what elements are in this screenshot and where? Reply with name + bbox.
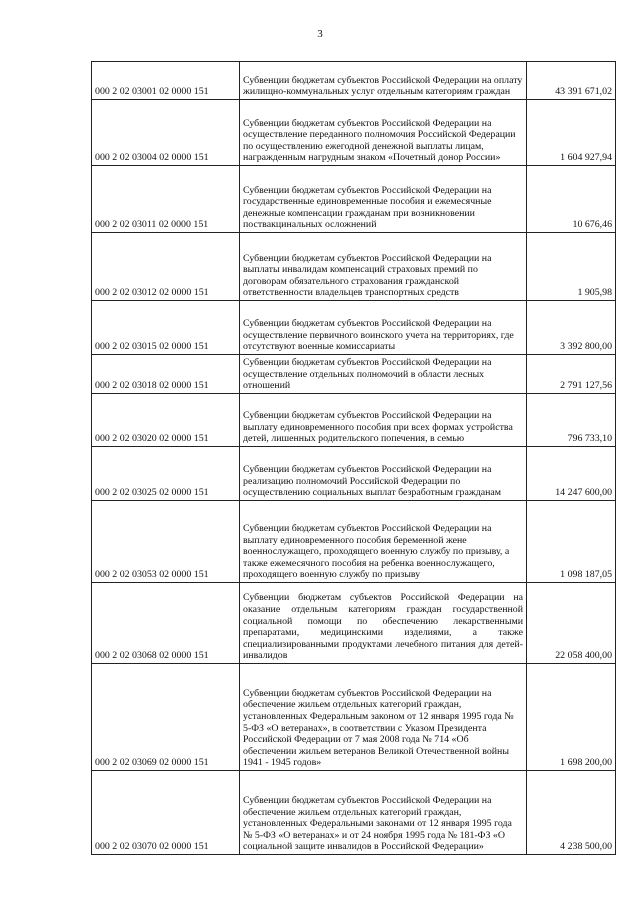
amount-cell: 3 392 800,00 bbox=[527, 301, 616, 355]
page-number: 3 bbox=[317, 28, 323, 40]
description-cell: Субвенции бюджетам субъектов Российской Федерации на реализацию полномочий Российской Федерации по осуществлению социальных выплат безработным гражданам bbox=[240, 447, 527, 501]
budget-code-cell: 000 2 02 03015 02 0000 151 bbox=[92, 301, 240, 355]
budget-code-cell: 000 2 02 03070 02 0000 151 bbox=[92, 771, 240, 855]
table-row bbox=[92, 166, 616, 233]
budget-code-cell: 000 2 02 03025 02 0000 151 bbox=[92, 447, 240, 501]
budget-table bbox=[91, 61, 616, 855]
description-cell: Субвенции бюджетам субъектов Российской Федерации на оплату жилищно-коммунальных услуг отдельным категориям граждан bbox=[240, 62, 527, 100]
table-row bbox=[92, 771, 616, 855]
amount-cell: 2 791 127,56 bbox=[527, 355, 616, 394]
budget-code-cell: 000 2 02 03004 02 0000 151 bbox=[92, 100, 240, 166]
budget-code-cell: 000 2 02 03018 02 0000 151 bbox=[92, 355, 240, 394]
budget-code-cell: 000 2 02 03001 02 0000 151 bbox=[92, 62, 240, 100]
table-row bbox=[92, 355, 616, 394]
description-cell: Субвенции бюджетам субъектов Российской Федерации на обеспечение жильем отдельных категорий граждан, установленных Федеральными законами от 12 января 1995 года № 5-ФЗ «О ветеранах» и от 24 ноября 1995 года № 181-ФЗ «О социальной защите инвалидов в Российской Федерации» bbox=[240, 771, 527, 855]
table-row bbox=[92, 394, 616, 447]
table-row bbox=[92, 583, 616, 664]
amount-cell: 14 247 600,00 bbox=[527, 447, 616, 501]
description-cell: Субвенции бюджетам субъектов Российской Федерации на осуществление переданного полномочия Российской Федерации по осуществлению ежегодной денежной выплаты лицам, награжденным нагрудным знаком «Почетный донор России» bbox=[240, 100, 527, 166]
description-cell: Субвенции бюджетам субъектов Российской Федерации на осуществление первичного воинского учета на территориях, где отсутствуют военные комиссариаты bbox=[240, 301, 527, 355]
budget-code-cell: 000 2 02 03068 02 0000 151 bbox=[92, 583, 240, 664]
amount-cell: 1 098 187,05 bbox=[527, 501, 616, 583]
budget-code-cell: 000 2 02 03053 02 0000 151 bbox=[92, 501, 240, 583]
amount-cell: 10 676,46 bbox=[527, 166, 616, 233]
amount-cell: 796 733,10 bbox=[527, 394, 616, 447]
description-cell: Субвенции бюджетам субъектов Российской Федерации на выплаты инвалидам компенсаций страховых премий по договорам обязательного страхования гражданской ответственности владельцев транспортных средств bbox=[240, 233, 527, 301]
amount-cell: 1 604 927,94 bbox=[527, 100, 616, 166]
table-row bbox=[92, 664, 616, 771]
budget-code-cell: 000 2 02 03020 02 0000 151 bbox=[92, 394, 240, 447]
budget-code-cell: 000 2 02 03069 02 0000 151 bbox=[92, 664, 240, 771]
amount-cell: 1 698 200,00 bbox=[527, 664, 616, 771]
table-row bbox=[92, 501, 616, 583]
table-row bbox=[92, 301, 616, 355]
description-cell: Субвенции бюджетам субъектов Российской Федерации на обеспечение жильем отдельных категорий граждан, установленных Федеральным законом от 12 января 1995 года № 5-ФЗ «О ветеранах», в соответствии с Указом Президента Российской Федерации от 7 мая 2008 года № 714 «Об обеспечении жильем ветеранов Великой Отечественной войны 1941 - 1945 годов» bbox=[240, 664, 527, 771]
amount-cell: 4 238 500,00 bbox=[527, 771, 616, 855]
budget-code-cell: 000 2 02 03012 02 0000 151 bbox=[92, 233, 240, 301]
description-cell: Субвенции бюджетам субъектов Российской Федерации на оказание отдельным категориям граждан государственной социальной помощи по обеспечению лекарственными препаратами, медицинскими изделиями, а также специализированными продуктами лечебного питания для детей-инвалидов bbox=[240, 583, 527, 664]
amount-cell: 43 391 671,02 bbox=[527, 62, 616, 100]
amount-cell: 1 905,98 bbox=[527, 233, 616, 301]
description-cell: Субвенции бюджетам субъектов Российской Федерации на осуществление отдельных полномочий в области лесных отношений bbox=[240, 355, 527, 394]
table-row bbox=[92, 447, 616, 501]
table-row bbox=[92, 233, 616, 301]
budget-code-cell: 000 2 02 03011 02 0000 151 bbox=[92, 166, 240, 233]
description-cell: Субвенции бюджетам субъектов Российской Федерации на выплату единовременного пособия беременной жене военнослужащего, проходящего военную службу по призыву, а также ежемесячного пособия на ребенка военнослужащего, проходящего военную службу по призыву bbox=[240, 501, 527, 583]
description-cell: Субвенции бюджетам субъектов Российской Федерации на государственные единовременные пособия и ежемесячные денежные компенсации гражданам при возникновении поствакцинальных осложнений bbox=[240, 166, 527, 233]
table-row bbox=[92, 62, 616, 100]
amount-cell: 22 058 400,00 bbox=[527, 583, 616, 664]
description-cell: Субвенции бюджетам субъектов Российской Федерации на выплату единовременного пособия при всех формах устройства детей, лишенных родительского попечения, в семью bbox=[240, 394, 527, 447]
table-row bbox=[92, 100, 616, 166]
